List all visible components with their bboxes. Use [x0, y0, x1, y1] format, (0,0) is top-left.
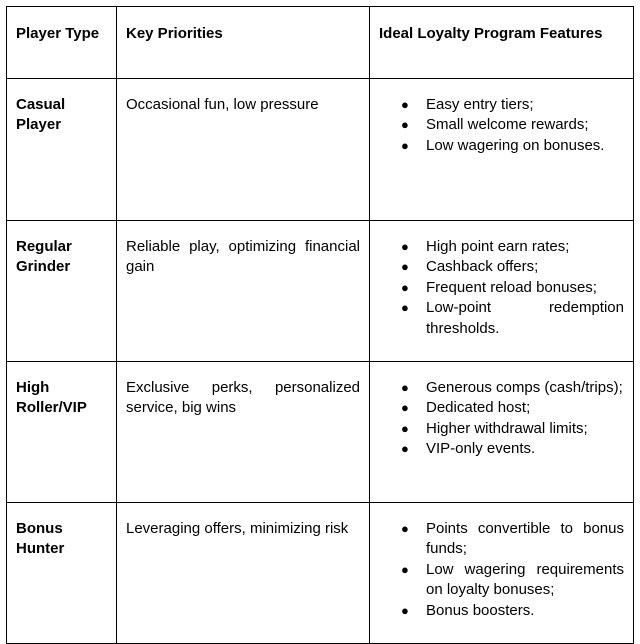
player-type-cell: Regular Grinder	[7, 221, 117, 362]
key-priorities-cell: Reliable play, optimizing financial gain	[117, 221, 370, 362]
feature-item: ● Low-point redemption thresholds.	[401, 299, 624, 337]
features-cell	[370, 503, 634, 644]
bullet-icon: ●	[401, 117, 409, 133]
header-loyalty-features: Ideal Loyalty Program Features	[370, 7, 634, 79]
bullet-icon: ●	[401, 380, 409, 395]
feature-item: ● Dedicated host;	[379, 398, 624, 418]
features-list	[379, 519, 624, 621]
header-key-priorities: Key Priorities	[117, 7, 370, 79]
features-list	[379, 95, 624, 156]
feature-item: ● Low wagering on bonuses.	[379, 136, 624, 156]
feature-item: ● High point earn rates;	[379, 237, 624, 257]
bullet-icon: ●	[401, 97, 409, 112]
features-list	[379, 237, 624, 339]
feature-item: ● Cashback offers;	[379, 257, 624, 277]
player-type-cell: High Roller/VIP	[7, 362, 117, 503]
bullet-icon: ●	[401, 602, 409, 618]
feature-item: ● Bonus boosters.	[379, 601, 624, 621]
bullet-icon: ●	[401, 259, 409, 275]
bullet-icon: ●	[401, 420, 409, 436]
bullet-icon: ●	[401, 137, 409, 153]
header-player-type: Player Type	[7, 7, 117, 79]
player-type-cell: Casual Player	[7, 79, 117, 221]
features-cell	[370, 221, 634, 362]
bullet-icon: ●	[401, 561, 409, 577]
bullet-icon: ●	[401, 521, 409, 536]
feature-item: ● Easy entry tiers;	[379, 95, 624, 115]
feature-item: ● Generous comps (cash/trips);	[379, 378, 624, 398]
table-row-regular-grinder	[7, 221, 634, 362]
bullet-icon: ●	[401, 441, 409, 457]
key-priorities-cell: Leveraging offers, minimizing risk	[117, 503, 370, 644]
bullet-icon: ●	[401, 400, 409, 416]
key-priorities-cell: Occasional fun, low pressure	[117, 79, 370, 221]
feature-item: ● Small welcome rewards;	[379, 115, 624, 135]
table-row-high-roller-vip	[7, 362, 634, 503]
key-priorities-cell: Exclusive perks, personalized service, big wins	[117, 362, 370, 503]
features-list	[379, 378, 624, 460]
table-row-casual-player	[7, 79, 634, 221]
feature-item: ● Points convertible to bonus funds;	[401, 520, 624, 558]
feature-item: ● VIP-only events.	[379, 439, 624, 459]
feature-item: ● Higher withdrawal limits;	[379, 419, 624, 439]
table-row-bonus-hunter	[7, 503, 634, 644]
player-type-cell: Bonus Hunter	[7, 503, 117, 644]
feature-item: ● Low wagering requirements on loyalty bonuses;	[401, 560, 624, 599]
bullet-icon: ●	[401, 279, 409, 295]
loyalty-program-table	[6, 6, 634, 644]
bullet-icon: ●	[401, 239, 409, 254]
features-cell	[370, 362, 634, 503]
features-cell	[370, 79, 634, 221]
bullet-icon: ●	[401, 300, 409, 316]
feature-item: ● Frequent reload bonuses;	[379, 278, 624, 298]
table-header-row	[7, 7, 634, 79]
